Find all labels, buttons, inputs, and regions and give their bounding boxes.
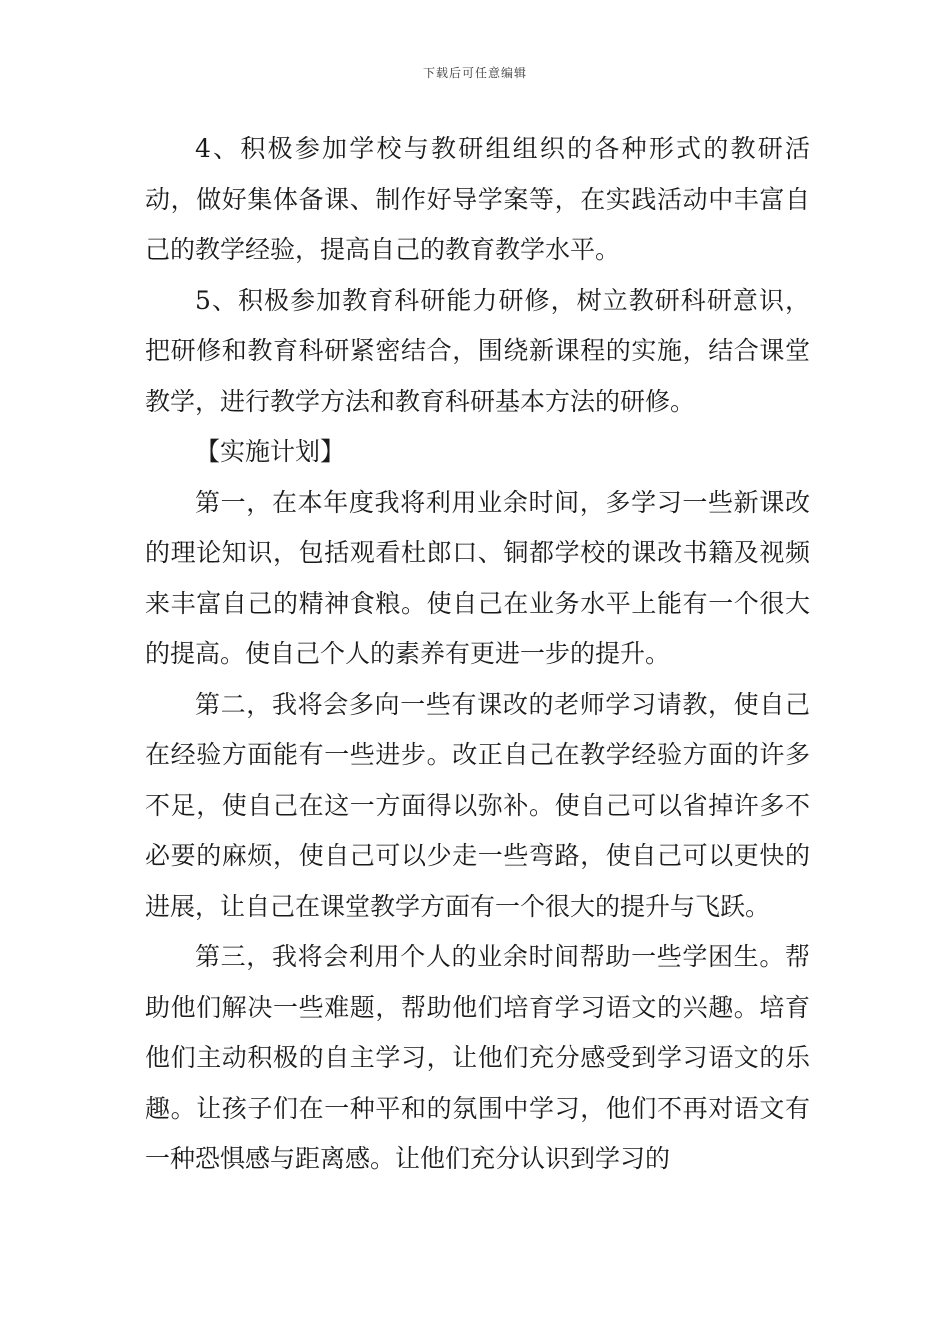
section-heading-implementation-plan: 【实施计划】 bbox=[195, 437, 346, 466]
document-body bbox=[145, 124, 810, 1185]
paragraph-plan-third: 第三，我将会利用个人的业余时间帮助一些学困生。帮助他们解决一些难题，帮助他们培育学习语文的兴趣。培育他们主动积极的自主学习，让他们充分感受到学习语文的乐趣。让孩子们在一种平和的氛围中学习，他们不再对语文有一种恐惧感与距离感。让他们充分认识到学习的 bbox=[145, 942, 810, 1173]
paragraph-item-4: 4、积极参加学校与教研组组织的各种形式的教研活动，做好集体备课、制作好导学案等，在实践活动中丰富自己的教学经验，提高自己的教育教学水平。 bbox=[145, 134, 810, 264]
paragraph-item-5: 5、积极参加教育科研能力研修，树立教研科研意识，把研修和教育科研紧密结合，围绕新课程的实施，结合课堂教学，进行教学方法和教育科研基本方法的研修。 bbox=[145, 285, 810, 416]
paragraph-plan-first: 第一，在本年度我将利用业余时间，多学习一些新课改的理论知识，包括观看杜郎口、铜都学校的课改书籍及视频来丰富自己的精神食粮。使自己在业务水平上能有一个很大的提高。使自己个人的素养有更进一步的提升。 bbox=[145, 487, 810, 668]
paragraph-plan-second: 第二，我将会多向一些有课改的老师学习请教，使自己在经验方面能有一些进步。改正自己在教学经验方面的许多不足，使自己在这一方面得以弥补。使自己可以省掉许多不必要的麻烦，使自己可以少走一些弯路，使自己可以更快的进展，让自己在课堂教学方面有一个很大的提升与飞跃。 bbox=[145, 689, 810, 921]
page-header: 下载后可任意编辑 bbox=[422, 66, 527, 80]
